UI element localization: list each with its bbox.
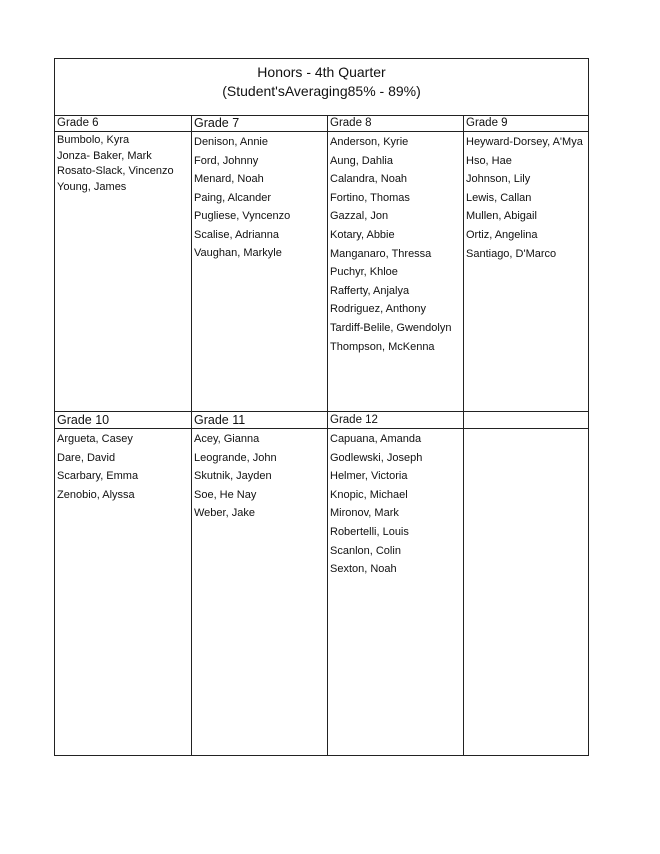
student-name: Denison, Annie [194, 136, 268, 148]
student-name: Vaughan, Markyle [194, 247, 282, 259]
grade-12-header: Grade 12 [330, 414, 378, 426]
student-name: Knopic, Michael [330, 488, 408, 501]
grade-11-list [194, 430, 277, 523]
student-name: Argueta, Casey [57, 433, 133, 445]
student-name: Godlewski, Joseph [330, 451, 423, 464]
honors-roll-table [54, 58, 589, 756]
student-name: Gazzal, Jon [330, 210, 389, 223]
student-name: Kotary, Abbie [330, 228, 395, 241]
grade-8-header: Grade 8 [330, 117, 372, 129]
grade-8-list [330, 133, 451, 356]
grade-9-header: Grade 9 [466, 117, 508, 129]
row-divider [55, 411, 588, 412]
student-name: Manganaro, Thressa [330, 247, 432, 260]
student-name: Bumbolo, Kyra [57, 134, 130, 146]
student-name: Robertelli, Louis [330, 525, 409, 538]
student-name: Paing, Alcander [194, 191, 272, 204]
student-name: Leogrande, John [194, 451, 277, 464]
student-name: Lewis, Callan [466, 191, 532, 204]
student-name: Thompson, McKenna [330, 340, 435, 353]
student-name: Jonza- Baker, Mark [57, 149, 152, 162]
column-divider-2 [327, 115, 328, 755]
student-name: Tardiff-Belile, Gwendolyn [330, 321, 452, 334]
student-name: Santiago, D'Marco [466, 247, 557, 260]
page-title: Honors - 4th Quarter [257, 64, 386, 80]
student-name: Puchyr, Khloe [330, 266, 398, 279]
grade-10-header: Grade 10 [57, 413, 110, 427]
student-name: Scanlon, Colin [330, 544, 401, 557]
student-name: Scarbary, Emma [57, 470, 139, 483]
student-name: Aung, Dahlia [330, 154, 393, 167]
grade-9-list [466, 133, 583, 263]
student-name: Ortiz, Angelina [466, 228, 538, 241]
student-name: Rodriguez, Anthony [330, 303, 427, 316]
grade-7-list [194, 133, 290, 263]
student-name: Ford, Johnny [194, 154, 259, 167]
student-name: Sexton, Noah [330, 563, 397, 576]
student-name: Scalise, Adrianna [194, 228, 279, 241]
row1-header-divider [55, 131, 588, 132]
student-name: Johnson, Lily [466, 173, 531, 186]
student-name: Acey, Gianna [194, 433, 260, 445]
title-block [55, 59, 588, 116]
grade-11-header: Grade 11 [194, 413, 246, 427]
student-name: Rafferty, Anjalya [330, 284, 410, 297]
column-divider-3 [463, 115, 464, 755]
student-name: Mullen, Abigail [466, 210, 537, 223]
grade-7-header: Grade 7 [194, 116, 240, 130]
student-name: Menard, Noah [194, 173, 264, 185]
student-name: Capuana, Amanda [330, 433, 422, 445]
student-name: Dare, David [57, 451, 116, 464]
student-name: Zenobio, Alyssa [57, 488, 135, 501]
student-name: Anderson, Kyrie [330, 136, 409, 148]
grade-12-list [330, 430, 422, 579]
page-subtitle: (Student'sAveraging85% - 89%) [222, 83, 421, 99]
student-name: Young, James [57, 180, 127, 193]
student-name: Skutnik, Jayden [194, 470, 272, 483]
grade-6-list [57, 133, 174, 195]
student-name: Hso, Hae [466, 154, 512, 167]
grade-6-header: Grade 6 [57, 117, 99, 129]
column-divider-1 [191, 115, 192, 755]
grade-10-list [57, 430, 138, 504]
student-name: Mironov, Mark [330, 507, 399, 520]
student-name: Heyward-Dorsey, A'Mya [466, 136, 583, 148]
student-name: Calandra, Noah [330, 173, 408, 186]
student-name: Weber, Jake [194, 507, 255, 520]
student-name: Helmer, Victoria [330, 470, 408, 483]
student-name: Fortino, Thomas [330, 191, 410, 204]
row2-header-divider [55, 428, 588, 429]
student-name: Soe, He Nay [194, 488, 257, 501]
student-name: Pugliese, Vyncenzo [194, 210, 291, 222]
student-name: Rosato-Slack, Vincenzo [57, 165, 174, 177]
